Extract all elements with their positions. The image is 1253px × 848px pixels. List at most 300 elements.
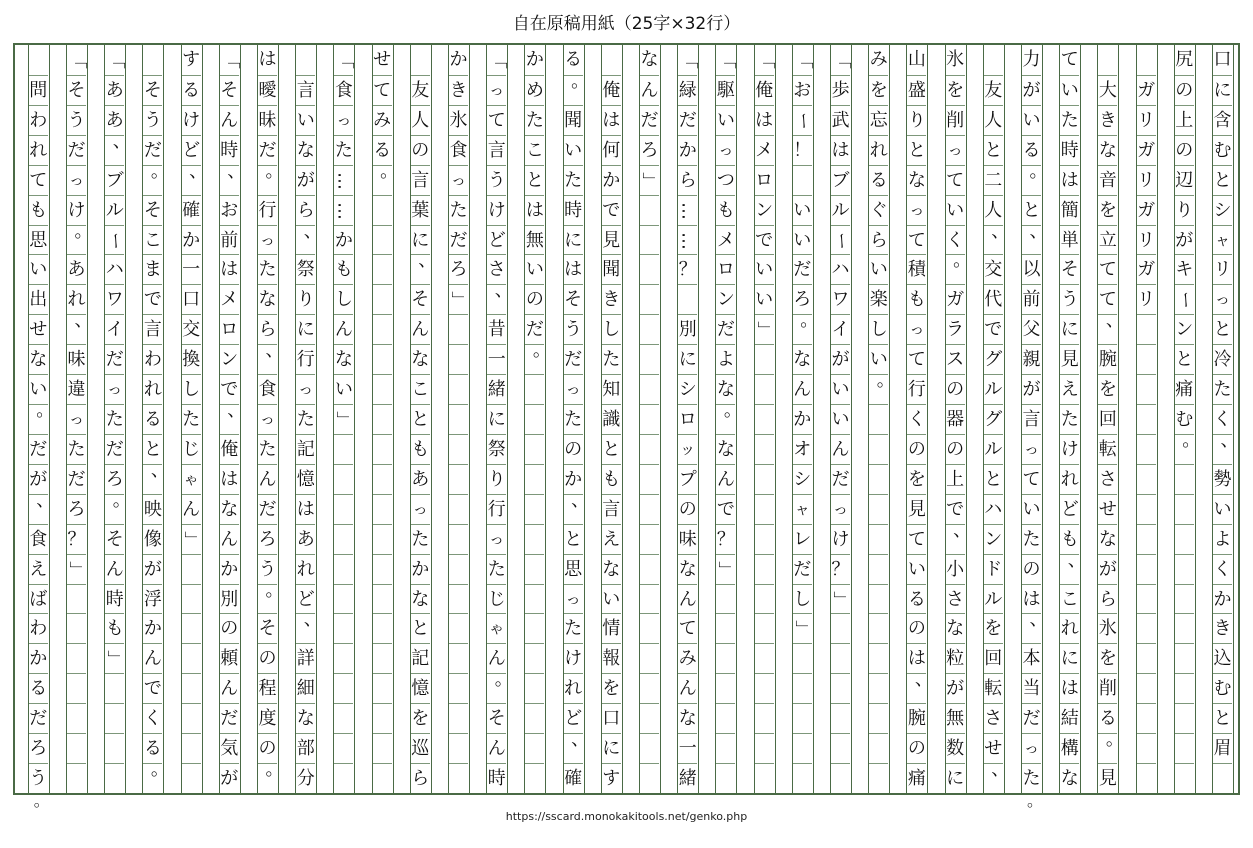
manuscript-char: ル	[984, 379, 1003, 401]
manuscript-char: ？	[831, 558, 850, 580]
manuscript-char: と	[1022, 199, 1041, 221]
manuscript-char: 情	[602, 618, 621, 640]
manuscript-char: だ	[716, 319, 735, 341]
grid-cell	[1213, 643, 1232, 673]
grid-cell	[67, 135, 86, 165]
grid-cell	[1098, 729, 1124, 763]
manuscript-column	[372, 45, 399, 793]
grid-cell	[334, 613, 353, 643]
grid-cell	[182, 673, 201, 703]
grid-cell	[678, 45, 697, 75]
manuscript-char: の	[907, 618, 926, 640]
grid-cell	[258, 494, 277, 524]
grid-cell	[678, 613, 697, 643]
grid-cell	[1022, 609, 1048, 643]
grid-cell	[29, 434, 48, 464]
manuscript-char: て	[29, 169, 48, 191]
grid-cell	[640, 434, 659, 464]
grid-cell	[678, 344, 697, 374]
manuscript-char: 何	[602, 139, 621, 161]
grid-cell	[525, 340, 551, 374]
grid-cell	[602, 254, 621, 284]
grid-cell	[678, 524, 697, 554]
manuscript-char: ？	[716, 528, 735, 550]
grid-cell	[29, 284, 48, 314]
manuscript-char: 」	[104, 650, 126, 669]
grid-cell	[449, 643, 468, 673]
grid-cell	[525, 254, 544, 284]
manuscript-char: か	[678, 139, 697, 161]
grid-cell	[220, 763, 239, 793]
manuscript-char: 駆	[716, 79, 735, 101]
manuscript-char: だ	[143, 139, 162, 161]
grid-cell	[182, 314, 201, 344]
grid-cell	[411, 314, 430, 344]
manuscript-char: 識	[602, 409, 621, 431]
grid-cell	[793, 434, 812, 464]
manuscript-char: ん	[793, 379, 812, 401]
grid-cell	[373, 733, 392, 763]
grid-cell	[105, 130, 131, 165]
manuscript-char: あ	[296, 528, 315, 550]
grid-cell	[411, 613, 430, 643]
manuscript-char: ー	[792, 111, 814, 130]
manuscript-char: 確	[182, 199, 201, 221]
manuscript-char: は	[220, 259, 239, 281]
manuscript-char: だ	[640, 109, 659, 131]
manuscript-char: っ	[107, 380, 123, 399]
manuscript-char: な	[716, 438, 735, 460]
grid-cell	[1098, 374, 1117, 404]
manuscript-column	[410, 45, 437, 793]
grid-cell	[755, 464, 774, 494]
grid-cell	[373, 613, 392, 643]
grid-cell	[220, 494, 239, 524]
manuscript-char: 、	[914, 669, 933, 691]
manuscript-char: リ	[1137, 169, 1156, 191]
manuscript-char: む	[1213, 678, 1232, 700]
grid-cell	[1213, 429, 1239, 464]
grid-cell	[678, 494, 697, 524]
grid-cell	[296, 643, 315, 673]
manuscript-char: さ	[946, 588, 965, 610]
grid-cell	[1175, 584, 1194, 614]
manuscript-char: ン	[220, 349, 239, 371]
grid-cell	[602, 165, 621, 195]
grid-cell	[1213, 254, 1232, 284]
manuscript-char: う	[29, 768, 48, 790]
grid-cell	[334, 643, 353, 673]
manuscript-char: 込	[1213, 648, 1232, 670]
manuscript-char: 楽	[869, 289, 888, 311]
manuscript-char: 。	[953, 250, 972, 272]
manuscript-char: だ	[831, 468, 850, 490]
manuscript-char: っ	[909, 200, 925, 219]
grid-cell	[220, 225, 239, 255]
grid-cell	[334, 703, 353, 733]
manuscript-char: お	[793, 79, 812, 101]
manuscript-char: い	[1022, 109, 1041, 131]
manuscript-char: な	[678, 558, 697, 580]
manuscript-char: そ	[411, 289, 430, 311]
manuscript-char: 、	[112, 130, 131, 152]
manuscript-char: っ	[909, 320, 925, 339]
manuscript-char: 、	[227, 160, 246, 182]
grid-cell	[716, 703, 735, 733]
grid-cell	[1060, 404, 1079, 434]
grid-cell	[67, 165, 86, 195]
manuscript-char: り	[1175, 199, 1194, 221]
manuscript-char: そ	[487, 708, 506, 730]
manuscript-char: わ	[143, 349, 162, 371]
manuscript-grid	[13, 43, 1240, 795]
manuscript-char: 「	[66, 50, 88, 69]
manuscript-char: メ	[755, 139, 774, 161]
grid-cell	[487, 135, 506, 165]
grid-cell	[946, 763, 965, 793]
manuscript-char: 山	[907, 49, 926, 70]
grid-cell	[143, 254, 162, 284]
grid-cell	[373, 763, 392, 793]
manuscript-char: 「	[754, 50, 776, 69]
manuscript-char: か	[525, 49, 544, 70]
manuscript-char: た	[564, 618, 583, 640]
manuscript-char: そ	[564, 289, 583, 311]
manuscript-char: ？	[67, 528, 86, 550]
grid-cell	[143, 284, 162, 314]
manuscript-char: …	[677, 231, 699, 250]
grid-cell	[831, 434, 850, 464]
manuscript-char: が	[1022, 379, 1041, 401]
manuscript-char: に	[487, 409, 506, 431]
manuscript-char: せ	[29, 319, 48, 341]
grid-cell	[449, 314, 468, 344]
manuscript-char: な	[296, 139, 315, 161]
grid-cell	[411, 494, 430, 524]
grid-cell	[564, 135, 583, 165]
grid-cell	[869, 45, 888, 75]
manuscript-char: ャ	[1214, 230, 1230, 249]
grid-cell	[67, 310, 93, 344]
manuscript-char: て	[487, 109, 506, 131]
grid-cell	[640, 225, 659, 255]
grid-cell	[487, 314, 506, 344]
manuscript-char: た	[1022, 528, 1041, 550]
grid-cell	[831, 284, 850, 314]
grid-cell	[143, 524, 162, 554]
manuscript-char: け	[564, 648, 583, 670]
manuscript-char: っ	[1023, 739, 1039, 758]
grid-cell	[258, 374, 277, 404]
grid-cell	[1137, 763, 1156, 793]
grid-cell	[67, 254, 86, 284]
manuscript-char: っ	[832, 499, 848, 518]
grid-cell	[1060, 733, 1079, 763]
grid-cell	[907, 284, 926, 314]
manuscript-char: だ	[67, 139, 86, 161]
grid-cell	[1098, 165, 1117, 195]
grid-cell	[1060, 225, 1079, 255]
grid-cell	[907, 314, 926, 344]
manuscript-char: た	[334, 139, 353, 161]
manuscript-char: の	[1175, 139, 1194, 161]
manuscript-char: ん	[831, 438, 850, 460]
grid-cell	[67, 464, 86, 494]
manuscript-char: 」	[448, 291, 470, 310]
manuscript-char: か	[334, 229, 353, 251]
manuscript-char: ブ	[105, 169, 124, 191]
grid-cell	[1137, 703, 1156, 733]
manuscript-char: そ	[1060, 259, 1079, 281]
grid-cell	[334, 314, 353, 344]
manuscript-char: 俺	[602, 79, 621, 101]
grid-cell	[869, 613, 888, 643]
manuscript-column	[677, 45, 699, 793]
grid-cell	[831, 45, 850, 75]
manuscript-char: を	[869, 79, 888, 101]
grid-cell	[564, 254, 583, 284]
manuscript-char: っ	[450, 170, 466, 189]
grid-cell	[755, 165, 774, 195]
manuscript-char: ん	[487, 738, 506, 760]
grid-cell	[1098, 105, 1117, 135]
grid-cell	[143, 195, 162, 225]
manuscript-char: …	[333, 201, 355, 220]
grid-cell	[525, 584, 544, 614]
grid-cell	[105, 404, 124, 434]
grid-cell	[984, 703, 1003, 733]
manuscript-char: が	[1098, 558, 1117, 580]
grid-cell	[373, 75, 392, 105]
manuscript-char: と	[907, 139, 926, 161]
manuscript-char: き	[1213, 618, 1232, 640]
grid-cell	[869, 165, 888, 195]
manuscript-char: あ	[67, 259, 86, 281]
manuscript-char: 構	[1060, 738, 1079, 760]
overflow-punctuation: 。	[1027, 791, 1044, 810]
grid-cell	[1022, 643, 1041, 673]
manuscript-char: い	[29, 379, 48, 401]
manuscript-char: ハ	[831, 259, 850, 281]
grid-cell	[258, 75, 277, 105]
manuscript-char: シ	[793, 468, 812, 490]
manuscript-char: に	[1060, 319, 1079, 341]
manuscript-char: も	[411, 438, 430, 460]
manuscript-char: て	[907, 528, 926, 550]
manuscript-char: ら	[258, 319, 277, 341]
manuscript-char: ロ	[755, 169, 774, 191]
manuscript-char: が	[831, 349, 850, 371]
manuscript-char: 口	[602, 708, 621, 730]
manuscript-column	[1174, 45, 1201, 793]
grid-cell	[1175, 554, 1194, 584]
grid-cell	[716, 643, 735, 673]
grid-cell	[869, 434, 888, 464]
manuscript-char: い	[831, 379, 850, 401]
manuscript-char: な	[258, 289, 277, 311]
grid-cell	[411, 673, 430, 703]
manuscript-char: ん	[411, 319, 430, 341]
grid-cell	[487, 733, 506, 763]
grid-cell	[907, 374, 926, 404]
manuscript-char: は	[1022, 588, 1041, 610]
manuscript-char: 、	[1029, 220, 1048, 242]
manuscript-char: た	[1022, 768, 1041, 790]
grid-cell	[105, 524, 124, 554]
manuscript-char: 含	[1213, 109, 1232, 131]
grid-cell	[334, 554, 353, 584]
manuscript-char: ゃ	[489, 619, 505, 638]
grid-cell	[525, 464, 544, 494]
grid-cell	[793, 165, 812, 195]
grid-cell	[411, 404, 430, 434]
grid-cell	[1175, 284, 1194, 314]
grid-cell	[1022, 673, 1041, 703]
manuscript-char: 友	[984, 79, 1003, 101]
grid-cell	[716, 400, 742, 434]
manuscript-char: う	[67, 109, 86, 131]
grid-cell	[831, 554, 850, 584]
grid-cell	[831, 105, 850, 135]
grid-cell	[258, 45, 277, 75]
grid-cell	[258, 759, 284, 793]
manuscript-char: い	[831, 409, 850, 431]
grid-cell	[220, 584, 239, 614]
grid-cell	[143, 105, 162, 135]
manuscript-char: 報	[602, 648, 621, 670]
manuscript-char: な	[334, 349, 353, 371]
manuscript-char: 小	[946, 558, 965, 580]
grid-cell	[220, 344, 239, 374]
grid-cell	[525, 75, 544, 105]
grid-cell	[1137, 404, 1156, 434]
grid-cell	[831, 733, 850, 763]
grid-cell	[907, 404, 926, 434]
manuscript-char: し	[182, 379, 201, 401]
manuscript-char: た	[564, 169, 583, 191]
grid-cell	[373, 524, 392, 554]
grid-cell	[678, 434, 697, 464]
grid-cell	[640, 135, 659, 165]
manuscript-char: な	[907, 169, 926, 191]
manuscript-char: と	[411, 618, 430, 640]
grid-cell	[411, 584, 430, 614]
manuscript-char: リ	[1137, 109, 1156, 131]
manuscript-column	[104, 45, 131, 793]
grid-cell	[1175, 613, 1194, 643]
manuscript-char: ど	[487, 229, 506, 251]
grid-cell	[869, 494, 888, 524]
grid-cell	[1098, 763, 1117, 793]
grid-cell	[755, 613, 774, 643]
manuscript-char: こ	[1060, 588, 1079, 610]
grid-cell	[449, 374, 468, 404]
grid-cell	[869, 404, 888, 434]
manuscript-char: で	[946, 498, 965, 520]
manuscript-char: だ	[564, 349, 583, 371]
grid-cell	[831, 344, 850, 374]
grid-cell	[334, 434, 353, 464]
manuscript-char: も	[105, 618, 124, 640]
manuscript-char: く	[1213, 409, 1232, 431]
grid-cell	[640, 165, 659, 195]
grid-cell	[564, 344, 583, 374]
grid-cell	[946, 344, 965, 374]
manuscript-char: 音	[1098, 169, 1117, 191]
grid-cell	[411, 195, 430, 225]
manuscript-char: ん	[678, 678, 697, 700]
grid-cell	[67, 733, 86, 763]
grid-cell	[525, 554, 544, 584]
manuscript-char: 口	[182, 289, 201, 311]
manuscript-char: ろ	[640, 139, 659, 161]
grid-cell	[182, 374, 201, 404]
manuscript-char: た	[1060, 109, 1079, 131]
grid-cell	[1098, 613, 1117, 643]
manuscript-char: 以	[1022, 259, 1041, 281]
grid-cell	[143, 344, 162, 374]
manuscript-char: は	[258, 49, 277, 70]
grid-cell	[869, 135, 888, 165]
grid-cell	[678, 374, 697, 404]
manuscript-char: 味	[67, 349, 86, 371]
manuscript-column	[945, 45, 972, 793]
grid-cell	[793, 254, 812, 284]
grid-cell	[1213, 284, 1232, 314]
grid-cell	[602, 344, 621, 374]
manuscript-char: だ	[449, 229, 468, 251]
manuscript-column	[486, 45, 513, 793]
grid-cell	[105, 643, 124, 673]
manuscript-char: ら	[296, 199, 315, 221]
manuscript-char: け	[182, 109, 201, 131]
manuscript-char: 、	[571, 729, 590, 751]
manuscript-char: 人	[984, 199, 1003, 221]
grid-cell	[831, 165, 850, 195]
manuscript-char: い	[334, 379, 353, 401]
grid-cell	[678, 105, 697, 135]
grid-cell	[716, 434, 735, 464]
grid-cell	[678, 195, 697, 225]
manuscript-char: ど	[182, 139, 201, 161]
grid-cell	[373, 554, 392, 584]
manuscript-char: ガ	[1137, 199, 1156, 221]
grid-cell	[1137, 494, 1156, 524]
manuscript-char: 言	[296, 79, 315, 101]
manuscript-char: い	[793, 229, 812, 251]
manuscript-char: を	[602, 678, 621, 700]
grid-cell	[678, 165, 697, 195]
manuscript-char: か	[220, 558, 239, 580]
grid-cell	[869, 673, 888, 703]
grid-cell	[220, 554, 239, 584]
manuscript-column	[28, 45, 55, 793]
manuscript-column	[181, 45, 208, 793]
grid-cell	[869, 763, 888, 793]
grid-cell	[296, 374, 315, 404]
grid-cell	[678, 733, 697, 763]
manuscript-char: こ	[411, 379, 430, 401]
grid-cell	[1022, 344, 1041, 374]
grid-cell	[334, 584, 353, 614]
grid-cell	[1175, 254, 1194, 284]
manuscript-char: 「	[104, 50, 126, 69]
manuscript-char: 緒	[678, 768, 697, 790]
grid-cell	[907, 75, 926, 105]
grid-cell	[525, 165, 544, 195]
grid-cell	[334, 464, 353, 494]
grid-cell	[716, 284, 735, 314]
